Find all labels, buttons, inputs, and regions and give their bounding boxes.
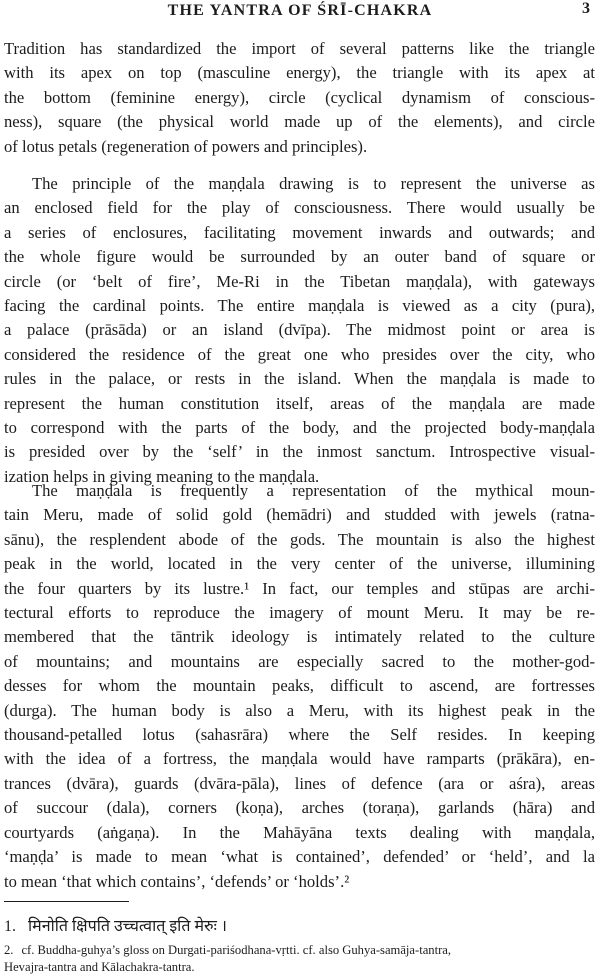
text-line: a series of enclosures, facilitating movement inwards and outwards; and: [4, 222, 595, 242]
text-line: peak in the world, located in the very center of the universe, illumining: [4, 554, 595, 574]
text-line: of lotus petals (regeneration of powers and principles).: [4, 136, 368, 156]
text-line: represent the human constitution itself, areas of the maṇḍala are made: [4, 393, 595, 413]
text-line: of mountains; and mountains are especially sacred to the mother-god-: [4, 651, 595, 671]
text-line: sānu), the resplendent abode of the gods. The mountain is also the highest: [4, 529, 595, 549]
text-line: facing the cardinal points. The entire maṇḍala is viewed as a city (pura),: [4, 296, 595, 316]
text-line: ization helps in giving meaning to the maṇḍala.: [4, 466, 320, 486]
text-line: circle (or ‘belt of fire’, Me-Ri in the Tibetan maṇḍala), with gateways: [4, 271, 595, 291]
text-line: tectural efforts to reproduce the imagery of mount Meru. It may be re-: [4, 603, 595, 623]
footnote-1: [4, 914, 227, 936]
text-line: an enclosed field for the play of consciousness. There would usually be: [4, 198, 595, 218]
text-line: to correspond with the parts of the body, and the projected body-maṇḍala: [4, 418, 595, 438]
text-line: a palace (prāsāda) or an island (dvīpa). The midmost point or area is: [4, 320, 595, 340]
text-line: thousand-petalled lotus (sahasrāra) where the Self resides. In keeping: [4, 725, 595, 745]
page-number: 3: [582, 0, 590, 17]
text-line: to mean ‘that which contains’, ‘defends’ or ‘holds’.²: [4, 871, 350, 891]
footnote-line: [4, 942, 595, 959]
text-line: The maṇḍala is frequently a representation of the mythical moun-: [32, 481, 595, 500]
footnote-text: cf. Buddha-guhya’s gloss on Durgati-pariśodhana-vṛtti. cf. also Guhya-samāja-tantra,: [21, 943, 452, 957]
footnote-text: मिनोति क्षिपति उच्चत्वात् इति मेरुः ।: [28, 918, 227, 935]
running-head: THE YANTRA OF ŚRĪ-CHAKRA: [167, 2, 433, 19]
text-line: (durga). The human body is also a Meru, with its highest peak in the: [4, 700, 595, 720]
text-line: is presided over by the ‘self’ in the inmost sanctum. Introspective visual-: [4, 442, 595, 462]
text-line: rules in the palace, or rests in the island. When the maṇḍala is made to: [4, 369, 595, 389]
text-line: ‘maṇḍa’ is made to mean ‘what is contained’, defended’ or ‘held’, and la: [4, 847, 595, 867]
text-line: membered that the tāntrik ideology is intimately related to the culture: [4, 627, 595, 647]
text-line: desses for whom the mountain peaks, difficult to ascend, are fortresses: [4, 676, 595, 696]
text-line: courtyards (aṅgaṇa). In the Mahāyāna texts dealing with maṇḍala,: [4, 822, 595, 842]
text-line: with its apex on top (masculine energy), the triangle with its apex at: [4, 63, 595, 83]
text-line: Tradition has standardized the import of several patterns like the triangle: [4, 39, 595, 58]
footnote-2: [4, 942, 595, 976]
text-line: the whole figure would be surrounded by an outer band of square or: [4, 247, 595, 267]
footnote-label: 1.: [4, 918, 16, 935]
footnote-text: Hevajra-tantra and Kālachakra-tantra.: [4, 960, 195, 974]
text-line: considered the residence of the great one who presides over the city, who: [4, 344, 595, 364]
text-line: with the idea of a fortress, the maṇḍala would have ramparts (prākāra), en-: [4, 749, 595, 769]
footnote-label: 2.: [4, 943, 14, 957]
text-line: trances (dvāra), guards (dvāra-pāla), lines of defence (ara or aśra), areas: [4, 773, 595, 793]
text-line: of succour (dala), corners (koṇa), arches (toraṇa), garlands (hāra) and: [4, 798, 595, 818]
text-line: the four quarters by its lustre.¹ In fact, our temples and stūpas are archi-: [4, 578, 595, 598]
text-line: tain Meru, made of solid gold (hemādri) and studded with jewels (ratna-: [4, 505, 595, 525]
text-line: ness), square (the physical world made up of the elements), and circle: [4, 112, 595, 132]
footnote-divider: [4, 901, 129, 902]
paragraph-2: [4, 172, 595, 489]
paragraph-3: [4, 479, 595, 894]
paragraph-1: [4, 37, 595, 159]
text-line: The principle of the maṇḍala drawing is to represent the universe as: [32, 174, 595, 193]
text-line: the bottom (feminine energy), circle (cyclical dynamism of conscious-: [4, 87, 595, 107]
